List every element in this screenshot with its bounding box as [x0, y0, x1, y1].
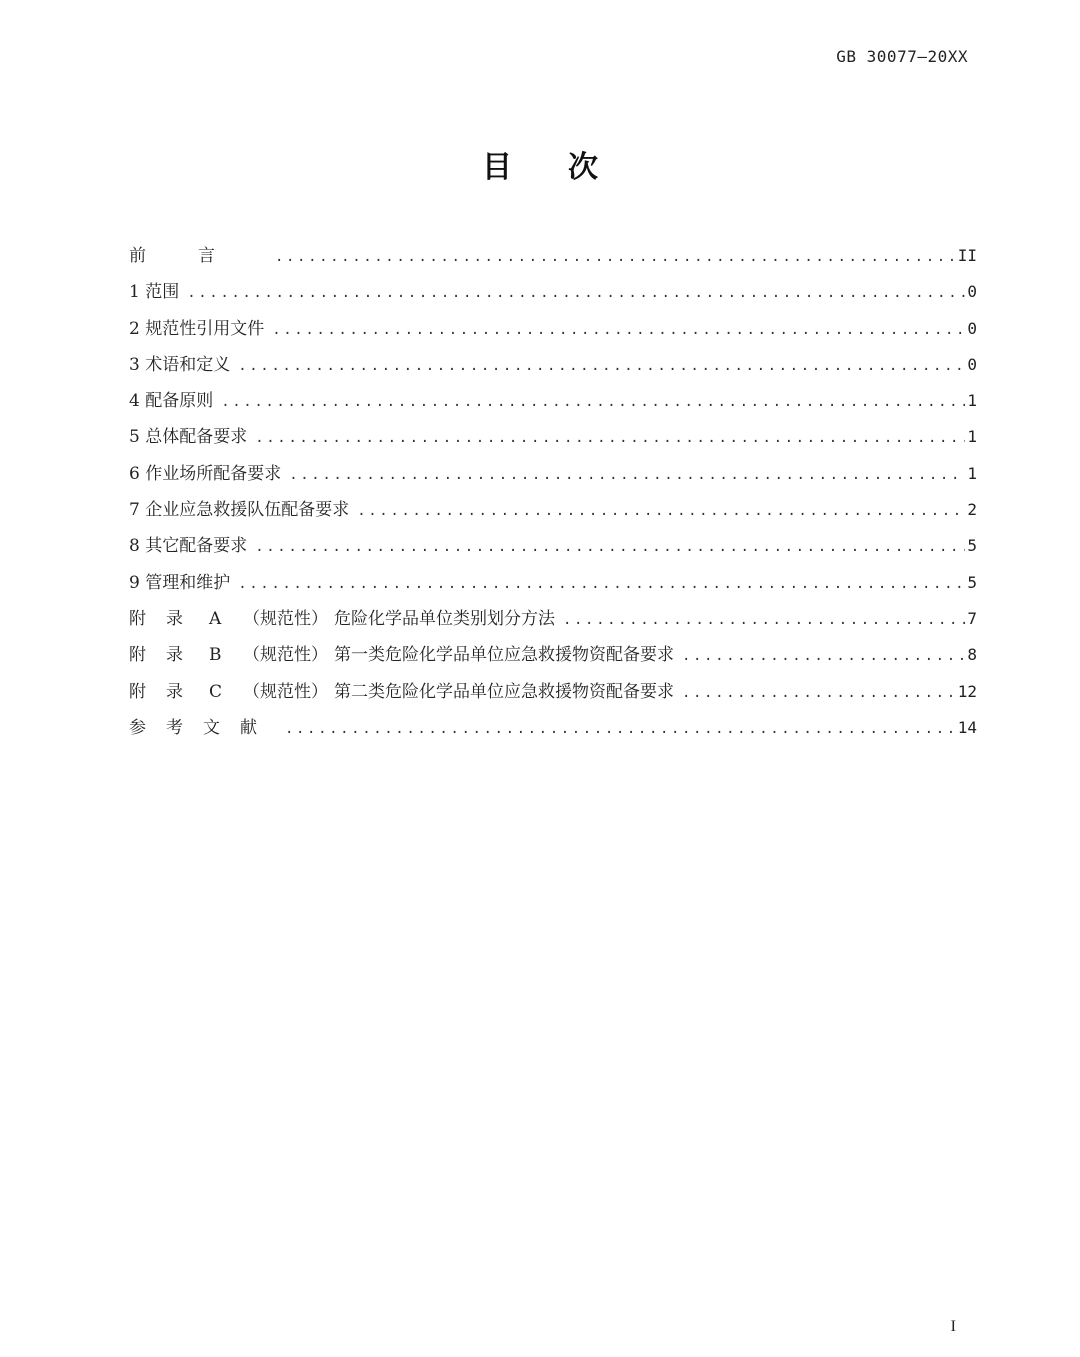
toc-entry-page: 1 — [967, 391, 977, 411]
toc-entry-9[interactable] — [129, 565, 977, 601]
toc-entry-label — [129, 674, 678, 710]
annex-title: 第二类危险化学品单位应急救援物资配备要求 — [334, 681, 674, 702]
toc-entry-label: 3 术语和定义 — [129, 354, 231, 375]
toc-leader-dots — [678, 638, 965, 674]
toc-entry-2[interactable] — [129, 311, 977, 347]
toc-entry-page: 8 — [967, 645, 977, 665]
toc-entry-6[interactable] — [129, 456, 977, 492]
toc-entry-label: 4 配备原则 — [129, 391, 214, 412]
toc-entry-page: 5 — [967, 572, 977, 592]
toc-entry-7[interactable] — [129, 492, 977, 528]
toc-entry-page: 5 — [967, 536, 977, 556]
toc-entry-annex-a[interactable] — [129, 601, 977, 637]
annex-letter: A — [209, 608, 222, 629]
toc-entry-5[interactable] — [129, 419, 977, 455]
toc-entry-4[interactable] — [129, 383, 977, 419]
toc-entry-label — [129, 601, 559, 637]
toc-entry-foreword[interactable] — [129, 238, 977, 274]
toc-leader-dots — [268, 312, 965, 348]
toc-entry-annex-c[interactable] — [129, 674, 977, 710]
toc-entry-bibliography[interactable] — [129, 710, 977, 746]
toc-entry-1[interactable] — [129, 274, 977, 310]
toc-entry-label: 1 范围 — [129, 282, 180, 303]
toc-entry-label: 8 其它配备要求 — [129, 536, 248, 557]
toc-leader-dots — [251, 529, 965, 565]
toc-entry-page: 7 — [967, 608, 977, 628]
annex-title: 危险化学品单位类别划分方法 — [334, 608, 555, 629]
toc-leader-dots — [353, 493, 965, 529]
toc-entry-label — [129, 637, 678, 673]
toc-entry-page: II — [957, 246, 977, 265]
toc-entry-8[interactable] — [129, 528, 977, 564]
toc-leader-dots — [281, 711, 958, 747]
toc-entry-label: 5 总体配备要求 — [129, 427, 248, 448]
annex-kind: （规范性） — [243, 608, 328, 629]
toc-leader-dots — [183, 275, 965, 311]
annex-letter: B — [209, 645, 222, 666]
annex-prefix: 附录 — [129, 608, 203, 629]
toc-entry-page: 0 — [967, 354, 977, 374]
toc-entry-page: 12 — [957, 681, 977, 701]
annex-title: 第一类危险化学品单位应急救援物资配备要求 — [334, 645, 674, 666]
toc-leader-dots — [678, 675, 958, 711]
toc-leader-dots — [271, 239, 958, 275]
toc-entry-label: 参考文献 — [129, 717, 277, 738]
annex-kind: （规范性） — [243, 645, 328, 666]
page-number: I — [950, 1318, 956, 1335]
toc-leader-dots — [559, 602, 965, 638]
table-of-contents — [129, 238, 977, 746]
toc-entry-page: 2 — [967, 500, 977, 520]
annex-kind: （规范性） — [243, 681, 328, 702]
standard-number: GB 30077—20XX — [836, 47, 968, 66]
toc-entry-annex-b[interactable] — [129, 637, 977, 673]
toc-entry-label: 7 企业应急救援队伍配备要求 — [129, 500, 350, 521]
annex-letter: C — [209, 681, 223, 702]
toc-entry-page: 1 — [967, 463, 977, 483]
toc-leader-dots — [285, 457, 965, 493]
toc-entry-label: 2 规范性引用文件 — [129, 318, 265, 339]
annex-prefix: 附录 — [129, 645, 203, 666]
toc-entry-label: 9 管理和维护 — [129, 572, 231, 593]
toc-entry-page: 14 — [957, 717, 977, 737]
toc-entry-label: 前言 — [129, 246, 267, 266]
toc-leader-dots — [234, 566, 965, 602]
toc-entry-label: 6 作业场所配备要求 — [129, 463, 282, 484]
toc-entry-page: 1 — [967, 427, 977, 447]
annex-prefix: 附录 — [129, 681, 203, 702]
toc-entry-page: 0 — [967, 318, 977, 338]
page-title: 目次 — [482, 150, 654, 185]
toc-leader-dots — [251, 420, 965, 456]
toc-entry-3[interactable] — [129, 347, 977, 383]
toc-entry-page: 0 — [967, 282, 977, 302]
toc-leader-dots — [234, 348, 965, 384]
toc-leader-dots — [217, 384, 965, 420]
